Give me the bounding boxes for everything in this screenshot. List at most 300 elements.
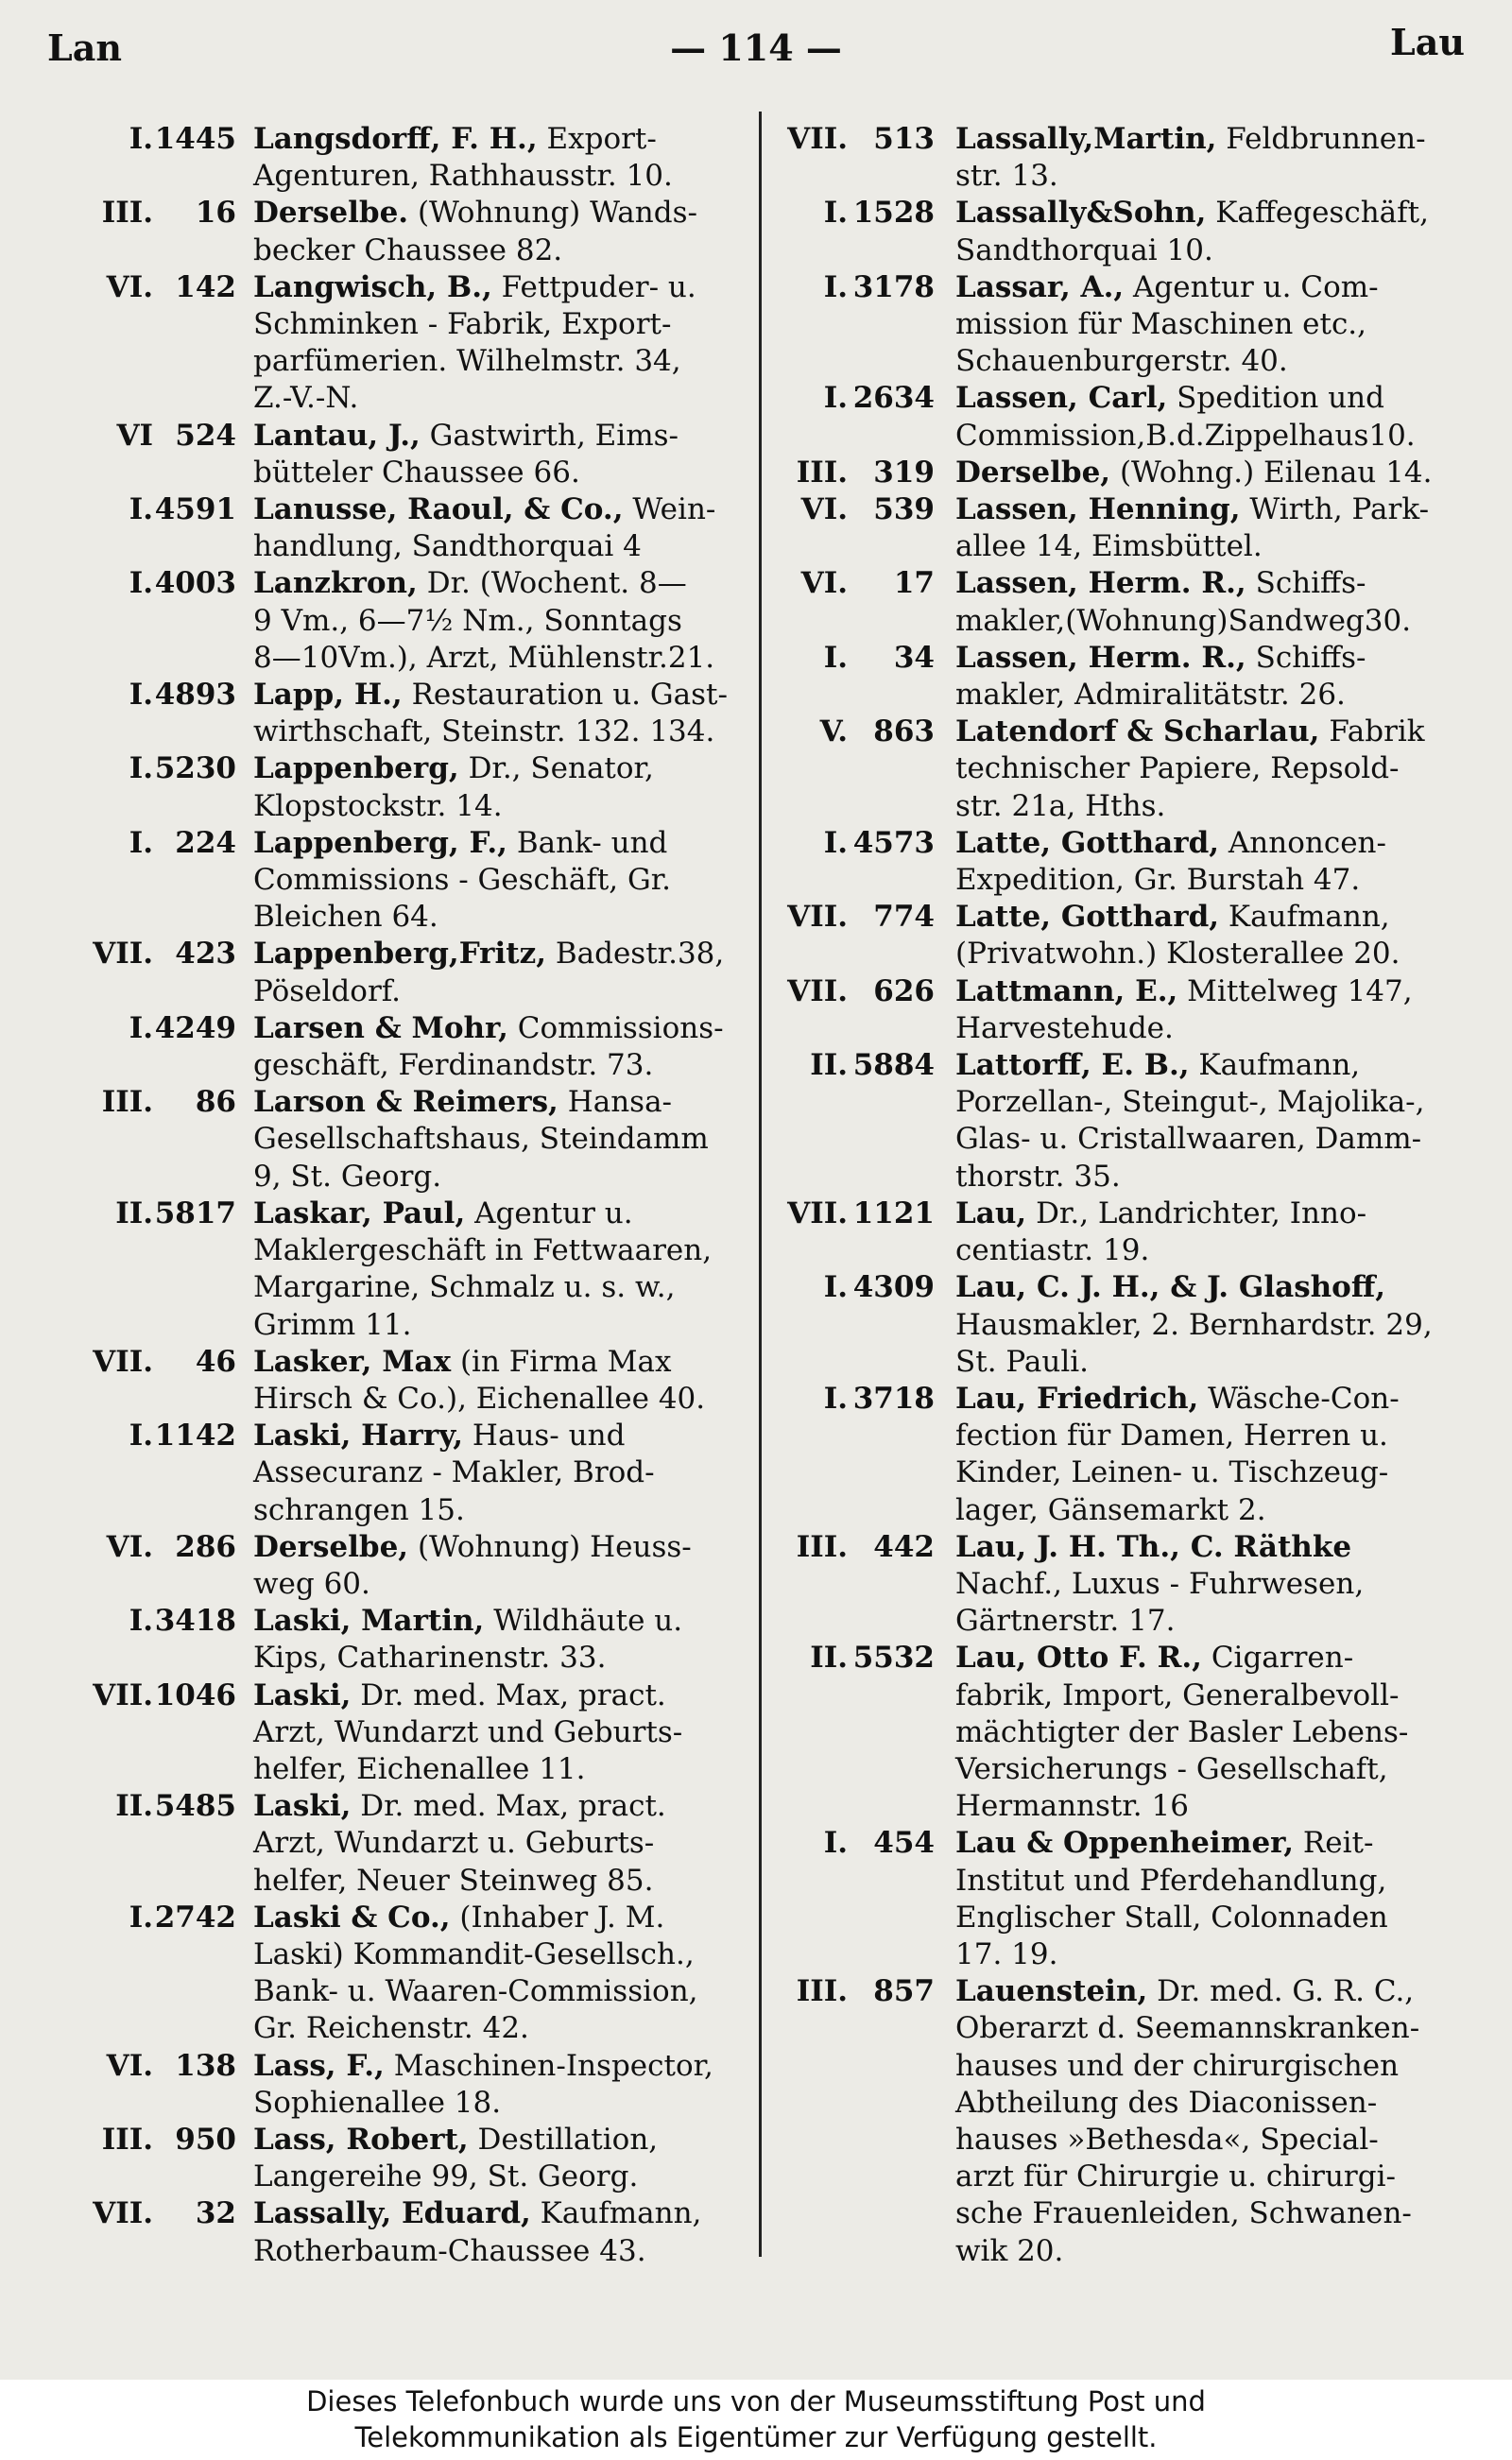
- entry-phone-number: 4573: [852, 825, 935, 860]
- entry-name: Lassally, Eduard,: [253, 2196, 531, 2231]
- directory-entry: [49, 2048, 753, 2122]
- entry-phone-number: 4249: [154, 1010, 236, 1045]
- entry-phone-number: 1121: [852, 1196, 935, 1230]
- entry-first-line: [253, 1788, 753, 1825]
- entry-text-line: helfer, Eichenallee 11.: [253, 1751, 586, 1786]
- footer-line-1: Dieses Telefonbuch wurde uns von der Museumsstiftung Post und: [306, 2385, 1206, 2417]
- entry-text-line: Kinder, Leinen- u. Tischzeug-: [955, 1455, 1389, 1490]
- page-number: — 114 —: [670, 26, 842, 69]
- entry-name: Laski,: [253, 1789, 352, 1824]
- entry-phone-number: 863: [873, 714, 935, 749]
- entry-name: Lass, Robert,: [253, 2122, 469, 2157]
- entry-text-line: thorstr. 35.: [955, 1159, 1121, 1194]
- entry-text-line: mächtigter der Basler Lebens-: [955, 1714, 1409, 1749]
- entry-text-line: allee 14, Eimsbüttel.: [955, 529, 1263, 564]
- entry-body: [253, 1603, 753, 1677]
- entry-phone-number: 1445: [154, 122, 236, 156]
- directory-entry: [767, 1269, 1495, 1381]
- directory-entry: [49, 2195, 753, 2269]
- entry-text-line: fabrik, Import, Generalbevoll-: [955, 1677, 1400, 1712]
- directory-entry: [767, 565, 1495, 639]
- directory-entry: [49, 1010, 753, 1084]
- directory-entry: [767, 1381, 1495, 1529]
- entry-body: [253, 1344, 753, 1418]
- directory-entry: [49, 491, 753, 565]
- entry-name: Lappenberg,Fritz,: [253, 937, 546, 972]
- entry-text-line: Schiffs-: [1255, 566, 1366, 601]
- entry-first-line: [253, 2122, 753, 2159]
- entry-text-line: str. 13.: [955, 159, 1058, 194]
- entry-name: Lauenstein,: [955, 1974, 1148, 2009]
- entry-district: VI.: [800, 492, 848, 527]
- entry-text-line: Kaffegeschäft,: [1215, 196, 1429, 231]
- entry-phone-number: 774: [873, 900, 935, 935]
- entry-name: Lassen, Henning,: [955, 492, 1241, 527]
- entry-body: [253, 491, 753, 565]
- entry-district: III.: [101, 2122, 153, 2157]
- directory-entry: [49, 1788, 753, 1900]
- entry-district: I.: [129, 1604, 153, 1639]
- entry-name: Laskar, Paul,: [253, 1196, 466, 1230]
- entry-text-line: helfer, Neuer Steinweg 85.: [253, 1863, 654, 1898]
- entry-text-line: Kips, Catharinenstr. 33.: [253, 1641, 607, 1676]
- entry-body: [253, 1900, 753, 2048]
- entry-text-line: Arzt, Wundarzt und Geburts-: [253, 1714, 683, 1749]
- entry-district: II.: [115, 1789, 153, 1824]
- entry-text-line: Arzt, Wundarzt u. Geburts-: [253, 1826, 655, 1861]
- entry-text-line: arzt für Chirurgie u. chirurgi-: [955, 2159, 1396, 2194]
- directory-entry: [767, 455, 1495, 491]
- entry-text-line: Wein-: [632, 492, 716, 527]
- entry-phone-number: 3718: [852, 1381, 935, 1416]
- entry-text-line: Hermannstr. 16: [955, 1789, 1189, 1824]
- entry-district: I.: [129, 1419, 153, 1454]
- entry-text-line: (in Firma Max: [459, 1344, 672, 1379]
- entry-text-line: Z.-V.-N.: [253, 381, 359, 416]
- entry-name: Larson & Reimers,: [253, 1085, 558, 1120]
- directory-entry: [49, 1900, 753, 2048]
- entry-district: VII.: [787, 122, 848, 156]
- entry-text-line: Agentur u. Com-: [1133, 269, 1379, 304]
- entry-body: [955, 825, 1495, 899]
- entry-phone-number: 319: [873, 455, 935, 490]
- directory-entry: [767, 195, 1495, 268]
- entry-text-line: wik 20.: [955, 2233, 1064, 2268]
- entry-text-line: Grimm 11.: [253, 1307, 412, 1342]
- entry-first-line: [955, 455, 1495, 491]
- entry-name: Derselbe,: [955, 455, 1111, 490]
- entry-text-line: makler,(Wohnung)Sandweg30.: [955, 603, 1412, 638]
- entry-body: [253, 1010, 753, 1084]
- entry-district: VII.: [787, 1196, 848, 1230]
- entry-text-line: Nachf., Luxus - Fuhrwesen,: [955, 1566, 1365, 1601]
- entry-text-line: Kaufmann,: [1228, 900, 1390, 935]
- entry-text-line: fection für Damen, Herren u.: [955, 1419, 1388, 1454]
- entry-name: Lau, J. H. Th., C. Räthke: [955, 1529, 1352, 1564]
- entry-text-line: Haus- und: [472, 1419, 626, 1454]
- directory-entry: [767, 1973, 1495, 2270]
- entry-name: Lassar, A.,: [955, 269, 1125, 304]
- entry-first-line: [955, 1196, 1495, 1232]
- directory-entry: [49, 1196, 753, 1344]
- entry-first-line: [955, 380, 1495, 417]
- entry-district: VI.: [106, 1529, 153, 1564]
- entry-name: Lasker, Max: [253, 1344, 452, 1379]
- entry-district: VI.: [106, 269, 153, 304]
- entry-first-line: [253, 1084, 753, 1121]
- entry-text-line: Hirsch & Co.), Eichenallee 40.: [253, 1381, 706, 1416]
- directory-entry: [49, 195, 753, 268]
- entry-body: [955, 1047, 1495, 1196]
- entry-district: VI: [116, 418, 153, 453]
- entry-text-line: Gärtnerstr. 17.: [955, 1604, 1176, 1639]
- entry-name: Lau, Otto F. R.,: [955, 1641, 1202, 1676]
- entry-text-line: parfümerien. Wilhelmstr. 34,: [253, 344, 681, 379]
- entry-first-line: [955, 1529, 1495, 1566]
- directory-entry: [767, 973, 1495, 1047]
- directory-entry: [767, 1825, 1495, 1973]
- entry-first-line: [253, 2195, 753, 2232]
- entry-text-line: Dr. (Wochent. 8—: [426, 566, 687, 601]
- entry-text-line: makler, Admiralitätstr. 26.: [955, 678, 1346, 713]
- entry-body: [253, 121, 753, 195]
- entry-district: III.: [796, 1529, 848, 1564]
- entry-body: [253, 269, 753, 418]
- entry-text-line: Langereihe 99, St. Georg.: [253, 2159, 639, 2194]
- directory-entry: [767, 1529, 1495, 1641]
- entry-phone-number: 3418: [154, 1604, 236, 1639]
- entry-district: I.: [129, 492, 153, 527]
- entry-phone-number: 5230: [154, 751, 236, 786]
- entry-district: I.: [823, 1826, 848, 1861]
- entry-text-line: Mittelweg 147,: [1187, 973, 1413, 1008]
- entry-phone-number: 4893: [154, 678, 236, 713]
- directory-entry: [49, 565, 753, 677]
- entry-first-line: [253, 1418, 753, 1454]
- entry-first-line: [253, 565, 753, 602]
- entry-district: III.: [101, 196, 153, 231]
- entry-text-line: Oberarzt d. Seemannskranken-: [955, 2011, 1420, 2046]
- entry-text-line: Assecuranz - Makler, Brod-: [253, 1455, 655, 1490]
- entry-body: [253, 1677, 753, 1789]
- entry-body: [253, 1196, 753, 1344]
- entry-body: [253, 2122, 753, 2195]
- entry-text-line: becker Chaussee 82.: [253, 232, 563, 267]
- entry-body: [253, 195, 753, 268]
- entry-district: VI.: [800, 566, 848, 601]
- entry-text-line: Export-: [546, 122, 657, 156]
- entry-name: Lanzkron,: [253, 566, 418, 601]
- entry-body: [253, 936, 753, 1009]
- footer-line-2: Telekommunikation als Eigentümer zur Verfügung gestellt.: [354, 2421, 1158, 2453]
- entry-body: [955, 1381, 1495, 1529]
- directory-entry: [49, 1677, 753, 1789]
- entry-body: [955, 380, 1495, 454]
- entry-district: VII.: [787, 973, 848, 1008]
- entry-text-line: Expedition, Gr. Burstah 47.: [955, 863, 1361, 898]
- entry-name: Derselbe.: [253, 196, 409, 231]
- entry-body: [253, 565, 753, 677]
- entry-district: I.: [129, 566, 153, 601]
- entry-text-line: Porzellan-, Steingut-, Majolika-,: [955, 1085, 1425, 1120]
- entry-body: [955, 1269, 1495, 1381]
- entry-district: I.: [823, 640, 848, 675]
- entry-text-line: Wirth, Park-: [1249, 492, 1430, 527]
- directory-entry: [49, 1418, 753, 1529]
- entry-phone-number: 454: [873, 1826, 935, 1861]
- entry-text-line: Destillation,: [477, 2122, 659, 2157]
- entry-phone-number: 539: [873, 492, 935, 527]
- entry-phone-number: 423: [175, 937, 236, 972]
- entry-text-line: mission für Maschinen etc.,: [955, 307, 1367, 342]
- directory-entry: [767, 714, 1495, 825]
- entry-text-line: Rotherbaum-Chaussee 43.: [253, 2233, 646, 2268]
- entry-text-line: Wäsche-Con-: [1208, 1381, 1400, 1416]
- entry-district: I.: [823, 381, 848, 416]
- entry-text-line: (Wohnung) Heuss-: [417, 1529, 692, 1564]
- entry-first-line: [253, 936, 753, 972]
- entry-phone-number: 1142: [154, 1419, 236, 1454]
- entry-first-line: [253, 825, 753, 862]
- directory-entry: [49, 825, 753, 937]
- entry-name: Lassally&Sohn,: [955, 196, 1207, 231]
- entry-phone-number: 224: [175, 825, 236, 860]
- entry-district: I.: [129, 122, 153, 156]
- entry-name: Lau,: [955, 1196, 1027, 1230]
- directory-entry: [49, 1603, 753, 1677]
- directory-entry: [767, 1196, 1495, 1269]
- entry-phone-number: 17: [893, 566, 935, 601]
- directory-entry: [767, 1047, 1495, 1196]
- entry-body: [253, 1788, 753, 1900]
- directory-entry: [49, 1529, 753, 1603]
- entry-first-line: [955, 1640, 1495, 1677]
- entry-first-line: [253, 750, 753, 787]
- entry-phone-number: 34: [893, 640, 935, 675]
- entry-body: [253, 2195, 753, 2269]
- entry-name: Lanusse, Raoul, & Co.,: [253, 492, 624, 527]
- footer-notice: [0, 2380, 1512, 2460]
- entry-first-line: [253, 491, 753, 528]
- entry-text-line: Englischer Stall, Colonnaden: [955, 1900, 1388, 1935]
- entry-text-line: 9, St. Georg.: [253, 1159, 442, 1194]
- entry-first-line: [253, 121, 753, 158]
- directory-entry: [49, 121, 753, 195]
- directory-entry: [767, 380, 1495, 454]
- entry-text-line: Laski) Kommandit-Gesellsch.,: [253, 1936, 695, 1971]
- entry-text-line: (Privatwohn.) Klosterallee 20.: [955, 937, 1400, 972]
- entry-text-line: Bank- und: [516, 825, 668, 860]
- entry-body: [253, 825, 753, 937]
- entry-text-line: Maklergeschäft in Fettwaaren,: [253, 1233, 713, 1268]
- entry-phone-number: 4309: [852, 1270, 935, 1305]
- entry-text-line: Schauenburgerstr. 40.: [955, 344, 1288, 379]
- entry-name: Lau & Oppenheimer,: [955, 1826, 1295, 1861]
- entry-text-line: Hausmakler, 2. Bernhardstr. 29,: [955, 1307, 1433, 1342]
- entry-body: [955, 1973, 1495, 2270]
- directory-entry: [767, 640, 1495, 714]
- entry-name: Latte, Gotthard,: [955, 825, 1220, 860]
- entry-first-line: [253, 1677, 753, 1714]
- entry-first-line: [253, 1196, 753, 1232]
- directory-entry: [49, 269, 753, 418]
- directory-entry: [49, 1344, 753, 1418]
- entry-name: Larsen & Mohr,: [253, 1010, 508, 1045]
- entry-body: [955, 1196, 1495, 1269]
- entry-text-line: 8—10Vm.), Arzt, Mühlenstr.21.: [253, 640, 715, 675]
- entry-name: Langwisch, B.,: [253, 269, 492, 304]
- entry-text-line: schrangen 15.: [253, 1492, 465, 1527]
- entry-district: II.: [810, 1048, 848, 1083]
- entry-name: Laski, Martin,: [253, 1604, 485, 1639]
- entry-district: VII.: [787, 900, 848, 935]
- entry-text-line: St. Pauli.: [955, 1344, 1089, 1379]
- entry-text-line: 9 Vm., 6—7½ Nm., Sonntags: [253, 603, 682, 638]
- entry-name: Lau, C. J. H., & J. Glashoff,: [955, 1270, 1386, 1305]
- entry-text-line: Schminken - Fabrik, Export-: [253, 307, 672, 342]
- entry-text-line: handlung, Sandthorquai 4: [253, 529, 642, 564]
- entry-text-line: Kaufmann,: [540, 2196, 702, 2231]
- entry-body: [955, 714, 1495, 825]
- entry-name: Lass, F.,: [253, 2048, 385, 2083]
- entry-phone-number: 513: [873, 122, 935, 156]
- entry-body: [955, 1640, 1495, 1825]
- entry-phone-number: 5884: [852, 1048, 935, 1083]
- entry-text-line: hauses und der chirurgischen: [955, 2048, 1400, 2083]
- entry-text-line: wirthschaft, Steinstr. 132. 134.: [253, 714, 715, 749]
- entry-district: I.: [129, 751, 153, 786]
- entry-text-line: Annoncen-: [1228, 825, 1387, 860]
- entry-first-line: [955, 825, 1495, 862]
- entry-text-line: 17. 19.: [955, 1936, 1058, 1971]
- entry-name: Lapp, H.,: [253, 678, 403, 713]
- entry-name: Derselbe,: [253, 1529, 409, 1564]
- entry-text-line: Margarine, Schmalz u. s. w.,: [253, 1270, 676, 1305]
- entry-text-line: Gastwirth, Eims-: [429, 418, 679, 453]
- entry-text-line: bütteler Chaussee 66.: [253, 455, 580, 490]
- entry-text-line: Gesellschaftshaus, Steindamm: [253, 1122, 709, 1157]
- entry-first-line: [955, 1269, 1495, 1306]
- entry-phone-number: 1046: [154, 1677, 236, 1712]
- entry-text-line: (Wohnung) Wands-: [417, 196, 697, 231]
- entry-text-line: geschäft, Ferdinandstr. 73.: [253, 1048, 654, 1083]
- entry-phone-number: 5817: [154, 1196, 236, 1230]
- entry-district: I.: [129, 1900, 153, 1935]
- entry-first-line: [955, 1973, 1495, 2010]
- entry-text-line: Wildhäute u.: [493, 1604, 683, 1639]
- entry-district: I.: [823, 269, 848, 304]
- entry-text-line: Bank- u. Waaren-Commission,: [253, 1974, 698, 2009]
- entry-phone-number: 857: [873, 1974, 935, 2009]
- entry-text-line: Commission,B.d.Zippelhaus10.: [955, 418, 1416, 453]
- directory-entry: [767, 899, 1495, 972]
- entry-name: Lappenberg, F.,: [253, 825, 507, 860]
- entry-body: [253, 418, 753, 491]
- entry-text-line: Bleichen 64.: [253, 900, 438, 935]
- entry-phone-number: 2742: [154, 1900, 236, 1935]
- directory-entry: [49, 677, 753, 750]
- entry-body: [253, 1418, 753, 1529]
- entry-phone-number: 86: [195, 1085, 236, 1120]
- entry-text-line: Klopstockstr. 14.: [253, 788, 503, 823]
- entry-district: II.: [115, 1196, 153, 1230]
- entry-body: [955, 640, 1495, 714]
- entry-name: Lappenberg,: [253, 751, 459, 786]
- entry-text-line: Dr. med. G. R. C.,: [1157, 1974, 1415, 2009]
- entry-first-line: [955, 491, 1495, 528]
- right-column: [767, 121, 1495, 2270]
- entry-body: [253, 1084, 753, 1196]
- entry-text-line: Versicherungs - Gesellschaft,: [955, 1751, 1388, 1786]
- entry-district: I.: [823, 1270, 848, 1305]
- entry-text-line: Gr. Reichenstr. 42.: [253, 2011, 529, 2046]
- entry-name: Laski,: [253, 1677, 352, 1712]
- directory-entry: [49, 750, 753, 824]
- entry-first-line: [253, 1344, 753, 1381]
- entry-text-line: Fabrik: [1329, 714, 1425, 749]
- entry-district: II.: [810, 1641, 848, 1676]
- entry-body: [253, 750, 753, 824]
- entry-text-line: centiastr. 19.: [955, 1233, 1150, 1268]
- entry-text-line: Spedition und: [1177, 381, 1384, 416]
- entry-name: Latendorf & Scharlau,: [955, 714, 1320, 749]
- entry-text-line: Sandthorquai 10.: [955, 232, 1213, 267]
- entry-first-line: [253, 2048, 753, 2085]
- entry-text-line: Glas- u. Cristallwaaren, Damm-: [955, 1122, 1422, 1157]
- entry-name: Lassen, Herm. R.,: [955, 640, 1246, 675]
- entry-first-line: [955, 1381, 1495, 1418]
- entry-phone-number: 46: [195, 1344, 236, 1379]
- entry-first-line: [955, 714, 1495, 750]
- entry-text-line: Schiffs-: [1255, 640, 1366, 675]
- entry-text-line: Kaufmann,: [1198, 1048, 1361, 1083]
- entry-district: VII.: [93, 1677, 153, 1712]
- entry-name: Langsdorff, F. H.,: [253, 122, 538, 156]
- entry-name: Lattmann, E.,: [955, 973, 1178, 1008]
- directory-entry: [767, 491, 1495, 565]
- entry-text-line: hauses »Bethesda«, Special-: [955, 2122, 1379, 2157]
- entry-district: I.: [129, 1010, 153, 1045]
- entry-phone-number: 1528: [852, 196, 935, 231]
- entry-district: III.: [796, 1974, 848, 2009]
- entry-first-line: [253, 677, 753, 714]
- entry-district: III.: [796, 455, 848, 490]
- entry-first-line: [955, 121, 1495, 158]
- directory-entry: [767, 825, 1495, 899]
- entry-phone-number: 5485: [154, 1789, 236, 1824]
- entry-text-line: (Inhaber J. M.: [459, 1900, 665, 1935]
- entry-body: [253, 2048, 753, 2122]
- entry-body: [253, 677, 753, 750]
- entry-district: V.: [819, 714, 848, 749]
- directory-entry: [49, 2122, 753, 2195]
- entry-body: [955, 455, 1495, 491]
- entry-text-line: Pöseldorf.: [253, 973, 401, 1008]
- entry-first-line: [955, 973, 1495, 1010]
- entry-first-line: [955, 899, 1495, 936]
- entry-first-line: [253, 1603, 753, 1640]
- header-left-keyword: Lan: [47, 26, 122, 69]
- entry-first-line: [955, 269, 1495, 306]
- entry-district: I.: [129, 825, 153, 860]
- directory-entry: [767, 269, 1495, 381]
- entry-phone-number: 4591: [154, 492, 236, 527]
- entry-phone-number: 524: [175, 418, 236, 453]
- entry-phone-number: 4003: [154, 566, 236, 601]
- entry-name: Lassen, Carl,: [955, 381, 1168, 416]
- entry-text-line: Commissions-: [517, 1010, 724, 1045]
- entry-text-line: Agentur u.: [474, 1196, 633, 1230]
